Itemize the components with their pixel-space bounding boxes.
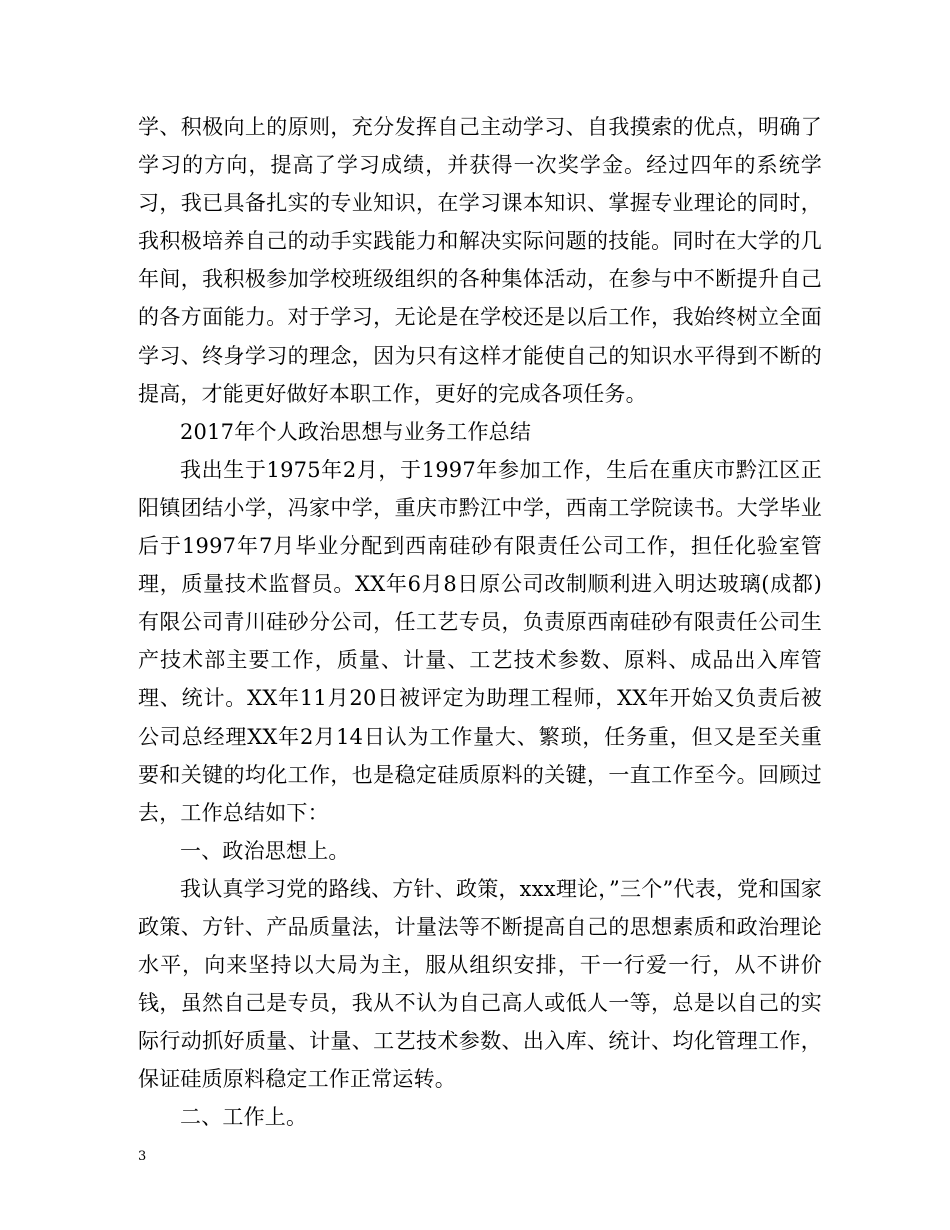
paragraph-continuation: 学、积极向上的原则，充分发挥自己主动学习、自我摸索的优点，明确了学习的方向，提高了学习成绩，并获得一次奖学金。经过四年的系统学习，我已具备扎实的专业知识，在学习课本知识、掌握专业理论的同时，我积极培养自己的动手实践能力和解决实际问题的技能。同时在大学的几年间，我积极参加学校班级组织的各种集体活动，在参与中不断提升自己的各方面能力。对于学习，无论是在学校还是以后工作，我始终树立全面学习、终身学习的理念，因为只有这样才能使自己的知识水平得到不断的提高，才能更好做好本职工作，更好的完成各项任务。 (138, 115, 822, 406)
paragraph-background: 我出生于1975年2月，于1997年参加工作，生后在重庆市黔江区正阳镇团结小学，冯家中学，重庆市黔江中学，西南工学院读书。大学毕业后于1997年7月毕业分配到西南硅砂有限责任公司工作，担任化验室管理，质量技术监督员。XX年6月8日原公司改制顺利进入明达玻璃(成都)有限公司青川硅砂分公司，任工艺专员，负责原西南硅砂有限责任公司生产技术部主要工作，质量、计量、工艺技术参数、原料、成品出入库管理、统计。XX年11月20日被评定为助理工程师，XX年开始又负责后被公司总经理XX年2月14日认为工作量大、繁琐，任务重，但又是至关重要和关键的均化工作，也是稳定硅质原料的关键，一直工作至今。回顾过去，工作总结如下： (138, 457, 822, 825)
document-body (138, 108, 822, 1137)
paragraph-political-thought: 我认真学习党的路线、方针、政策，xxx理论，”三个”代表，党和国家政策、方针、产品质量法，计量法等不断提高自己的思想素质和政治理论水平，向来坚持以大局为主，服从组织安排，干一行爱一行，从不讲价钱，虽然自己是专员，我从不认为自己高人或低人一等，总是以自己的实际行动抓好质量、计量、工艺技术参数、出入库、统计、均化管理工作，保证硅质原料稳定工作正常运转。 (138, 876, 822, 1092)
page-number: 3 (138, 1149, 147, 1164)
section-title: 2017年个人政治思想与业务工作总结 (180, 419, 532, 444)
heading-work: 二、工作上。 (180, 1105, 308, 1130)
heading-political-thought: 一、政治思想上。 (180, 838, 350, 863)
